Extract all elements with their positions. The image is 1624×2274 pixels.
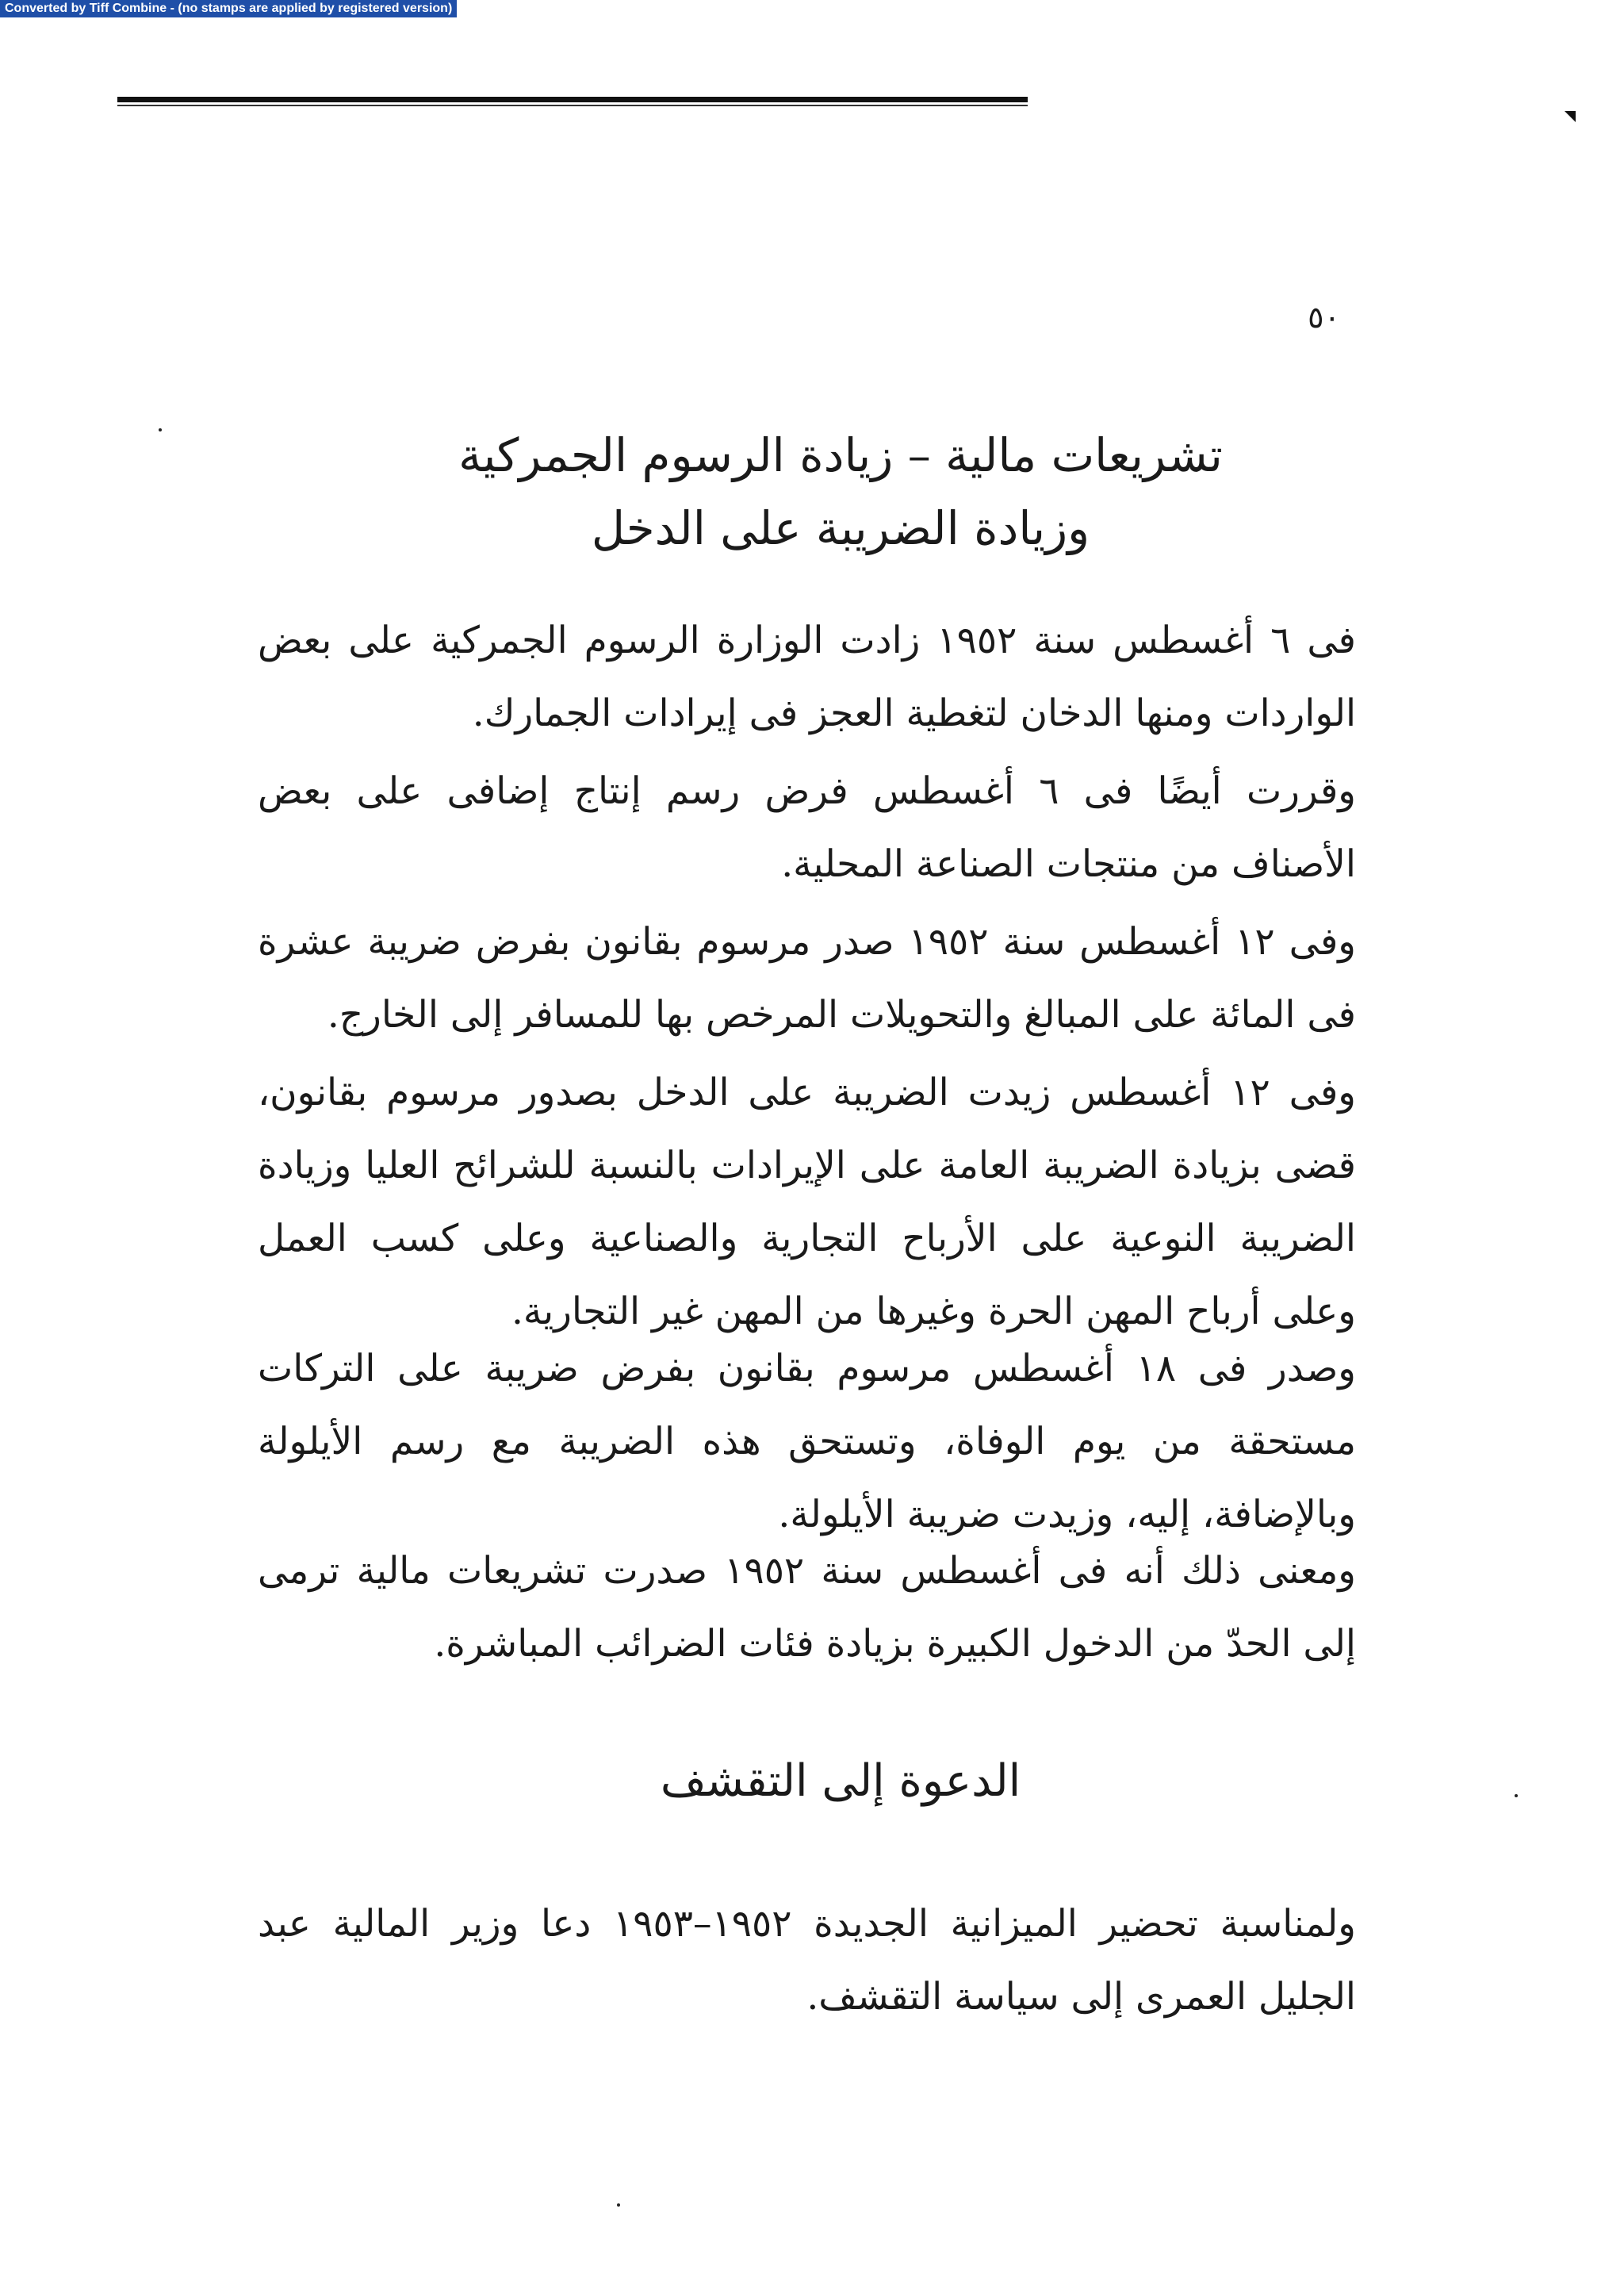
top-rule: [117, 97, 1028, 102]
converter-banner: Converted by Tiff Combine - (no stamps are applied by registered version): [0, 0, 457, 17]
scan-speck: [159, 428, 162, 431]
paragraph-4: وفى ١٢ أغسطس زيدت الضريبة على الدخل بصدور مرسوم بقانون، قضى بزيادة الضريبة العامة على الإيرادات بالنسبة للشرائح العليا وزيادة الضريبة النوعية على الأرباح التجارية والصناعية وعلى كسب العمل وعلى أرباح المهن الحرة وغيرها من المهن غير التجارية.: [258, 1071, 1356, 1333]
title-line-1: تشريعات مالية – زيادة الرسوم الجمركية: [458, 428, 1223, 482]
page-number: ٥٠: [1308, 300, 1340, 335]
scan-speck: [617, 2203, 620, 2207]
paragraph-1: فى ٦ أغسطس سنة ١٩٥٢ زادت الوزارة الرسوم الجمركية على بعض الواردات ومنها الدخان لتغطية العجز فى إيرادات الجمارك.: [258, 619, 1356, 735]
page-title: [238, 419, 1443, 565]
paragraph-2: وقررت أيضًا فى ٦ أغسطس فرض رسم إنتاج إضافى على بعض الأصناف من منتجات الصناعة المحلية.: [258, 769, 1356, 886]
paragraph-3: وفى ١٢ أغسطس سنة ١٩٥٢ صدر مرسوم بقانون بفرض ضريبة عشرة فى المائة على المبالغ والتحويلات المرخص بها للمسافر إلى الخارج.: [258, 920, 1356, 1037]
paragraph-5: وصدر فى ١٨ أغسطس مرسوم بقانون بفرض ضريبة على التركات مستحقة من يوم الوفاة، وتستحق هذه الضريبة مع رسم الأيلولة وبالإضافة، إليه، وزيدت ضريبة الأيلولة.: [258, 1347, 1356, 1536]
corner-mark: [1565, 111, 1576, 122]
paragraph-7: ولمناسبة تحضير الميزانية الجديدة ١٩٥٢–١٩٥٣ دعا وزير المالية عبد الجليل العمرى إلى سياسة التقشف.: [258, 1902, 1356, 2019]
section-heading: الدعوة إلى التقشف: [660, 1755, 1021, 1807]
paragraph-6: ومعنى ذلك أنه فى أغسطس سنة ١٩٥٢ صدرت تشريعات مالية ترمى إلى الحدّ من الدخول الكبيرة بزيادة فئات الضرائب المباشرة.: [258, 1549, 1357, 1666]
top-rule-thin: [117, 105, 1028, 106]
scan-speck: [1515, 1794, 1518, 1797]
title-line-2: وزيادة الضريبة على الدخل: [591, 501, 1090, 555]
